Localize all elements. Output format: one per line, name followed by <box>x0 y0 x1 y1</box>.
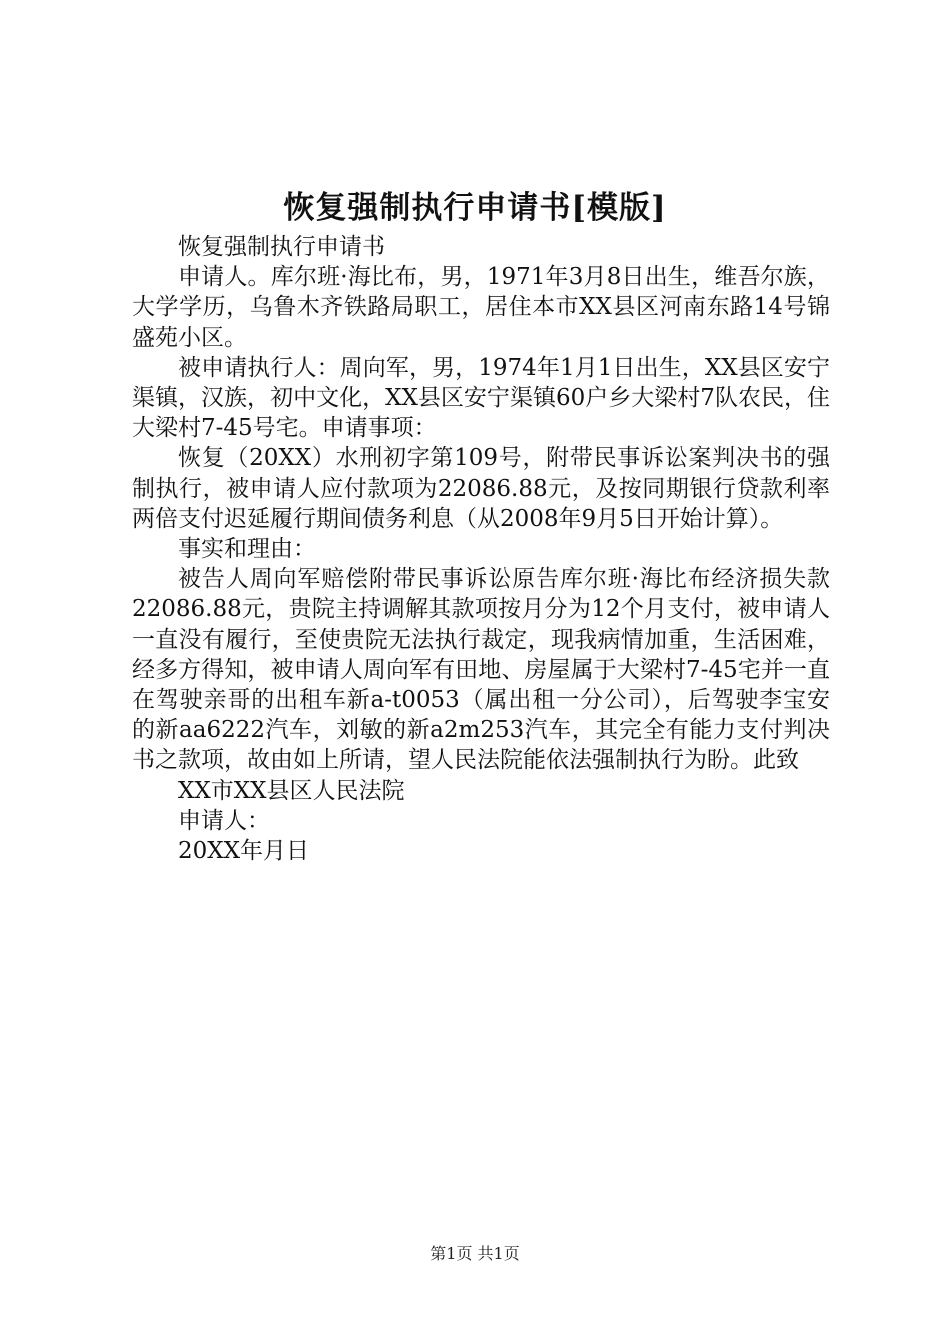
paragraph-facts-heading: 事实和理由： <box>178 536 316 563</box>
document-title: 恢复强制执行申请书[模版] <box>283 190 667 226</box>
document-body <box>132 232 830 866</box>
paragraph-request: 恢复（20XX）水刑初字第109号，附带民事诉讼案判决书的强制执行，被申请人应付款项为22086.88元，及按同期银行贷款利率两倍支付迟延履行期间债务利息（从2008年9月5日开始计算）。 <box>132 445 830 532</box>
applicant-signature-label: 申请人： <box>178 807 270 834</box>
document-subtitle: 恢复强制执行申请书 <box>178 234 385 260</box>
paragraph-applicant: 申请人。库尔班·海比布，男，1971年3月8日出生，维吾尔族，大学学历，乌鲁木齐铁路局职工，居住本市XX县区河南东路14号锦盛苑小区。 <box>132 264 830 351</box>
page-footer: 第1页 共1页 <box>430 1244 520 1263</box>
court-name: XX市XX县区人民法院 <box>178 777 405 804</box>
date-line: 20XX年月日 <box>178 838 310 865</box>
paragraph-facts: 被告人周向军赔偿附带民事诉讼原告库尔班·海比布经济损失款22086.88元，贵院主持调解其款项按月分为12个月支付，被申请人一直没有履行，至使贵院无法执行裁定，现我病情加重，生活困难，经多方得知，被申请人周向军有田地、房屋属于大梁村7-45宅并一直在驾驶亲哥的出租车新a-t0053（属出租一分公司），后驾驶李宝安的新aa6222汽车，刘敏的新a2m253汽车，其完全有能力支付判决书之款项，故由如上所请，望人民法院能依法强制执行为盼。此致 <box>132 566 830 774</box>
paragraph-respondent: 被申请执行人：周向军，男，1974年1月1日出生，XX县区安宁渠镇，汉族，初中文化，XX县区安宁渠镇60户乡大梁村7队农民，住大梁村7-45号宅。申请事项： <box>132 354 830 442</box>
